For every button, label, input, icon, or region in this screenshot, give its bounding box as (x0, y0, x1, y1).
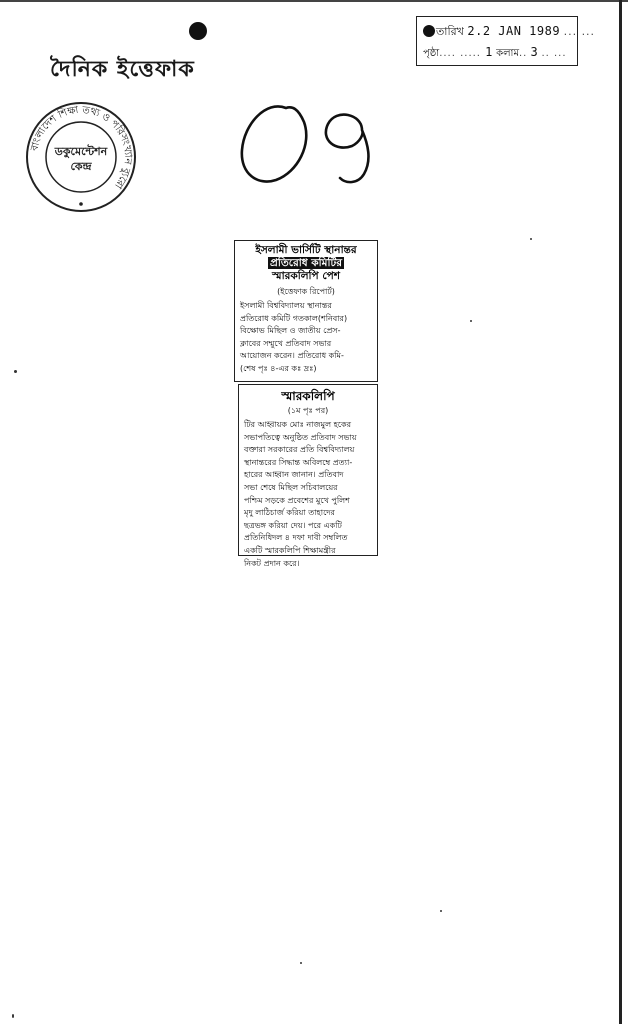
seal-center-line1: ডকুমেন্টেশন (54, 145, 108, 158)
body-line: ছত্রভঙ্গ করিয়া দেয়। পরে একটি (244, 520, 342, 530)
clipping-body (235, 299, 377, 376)
body-line: মৃদু লাঠিচার্জ করিয়া তাহাদের (244, 508, 335, 518)
page-label: পৃষ্ঠা (423, 48, 440, 59)
scan-speck (440, 910, 442, 912)
body-line: একটি স্মারকলিপি শিক্ষামন্ত্রীর (244, 545, 336, 555)
date-label: তারিখ (436, 25, 464, 38)
page-column-row: পৃষ্ঠা.... ..... 1 কলাম.. 3 .. ... (423, 45, 567, 59)
body-line: টির আহ্বায়ক মোঃ নাজমুল হকের (244, 420, 351, 429)
body-line: সভা শেষে মিছিল সচিবালয়ের (244, 482, 338, 492)
scan-speck (12, 1014, 14, 1018)
scan-speck (530, 238, 532, 240)
news-clipping (234, 240, 378, 382)
column-label: কলাম (496, 48, 519, 59)
column-value: 3 (530, 45, 539, 59)
scan-speck (14, 370, 17, 373)
headline-line: স্মারকলিপি পেশ (272, 270, 340, 282)
body-line: সভাপতিত্বে অনুষ্ঠিত প্রতিবাদ সভায় (244, 432, 357, 442)
date-value: 2.2 JAN 1989 (467, 24, 561, 38)
body-line: বক্তারা সরকারের প্রতি বিশ্ববিদ্যালয় (244, 445, 355, 455)
headline-line: ইসলামী ভার্সিটি স্থানান্তর (255, 244, 357, 256)
continuation-headline: স্মারকলিপি (281, 389, 335, 403)
body-line: ইসলামী বিশ্ববিদ্যালয় স্থানান্তর (240, 301, 332, 310)
body-line: আয়োজন করেন। প্রতিরোধ কমি- (240, 351, 344, 361)
body-line: প্রতিনিধিদল ৪ দফা দাবী সম্বলিত (244, 533, 348, 543)
punch-hole-small (423, 25, 435, 37)
body-line: ক্লাবের সম্মুখে প্রতিবাদ সভার (240, 338, 332, 348)
punch-hole (189, 22, 207, 40)
report-tag: (ইত্তেফাক রিপোর্ট) (277, 287, 335, 296)
continuation-body (239, 418, 377, 570)
body-line: হারের আহ্বান জানান। প্রতিবাদ (244, 470, 344, 480)
continued-note: (শেষ পৃঃ ৪-এর কঃ দ্রঃ) (240, 363, 317, 373)
documentation-center-seal (24, 100, 138, 214)
body-line: নিকট প্রদান করে। (244, 558, 300, 568)
scan-speck (300, 962, 302, 964)
body-line: পশ্চিম সড়কে প্রবেশের মুখে পুলিশ (244, 495, 350, 505)
continuation-subline: (১ম পৃঃ পর) (287, 406, 329, 415)
page-top-edge (0, 0, 628, 2)
body-line: স্থানান্তরের সিদ্ধান্ত অবিলম্বে প্রত্যা- (244, 457, 353, 467)
seal-dot (79, 202, 83, 206)
seal-center-line2: কেন্দ্র (70, 160, 92, 173)
handwritten-number (236, 94, 396, 190)
page-right-edge (619, 0, 622, 1024)
seal-outer-text: বাংলাদেশ শিক্ষা তথ্য ও পরিসংখ্যান ব্যুরো (29, 104, 134, 191)
body-line: প্রতিরোধ কমিটি গতকাল(শনিবার) (240, 313, 348, 323)
page-value: 1 (485, 45, 493, 59)
newspaper-name: দৈনিক ইত্তেফাক (50, 56, 195, 82)
date-dots: ... ... (563, 25, 596, 38)
clipping-headline (235, 241, 377, 283)
date-row (423, 23, 596, 42)
headline-line: প্রতিরোধ কমিটির (270, 257, 342, 269)
date-stamp-box (416, 16, 596, 66)
body-line: বিক্ষোভ মিছিল ও জাতীয় প্রেস- (240, 326, 341, 336)
news-clipping-continuation (238, 384, 378, 568)
scan-speck (470, 320, 472, 322)
